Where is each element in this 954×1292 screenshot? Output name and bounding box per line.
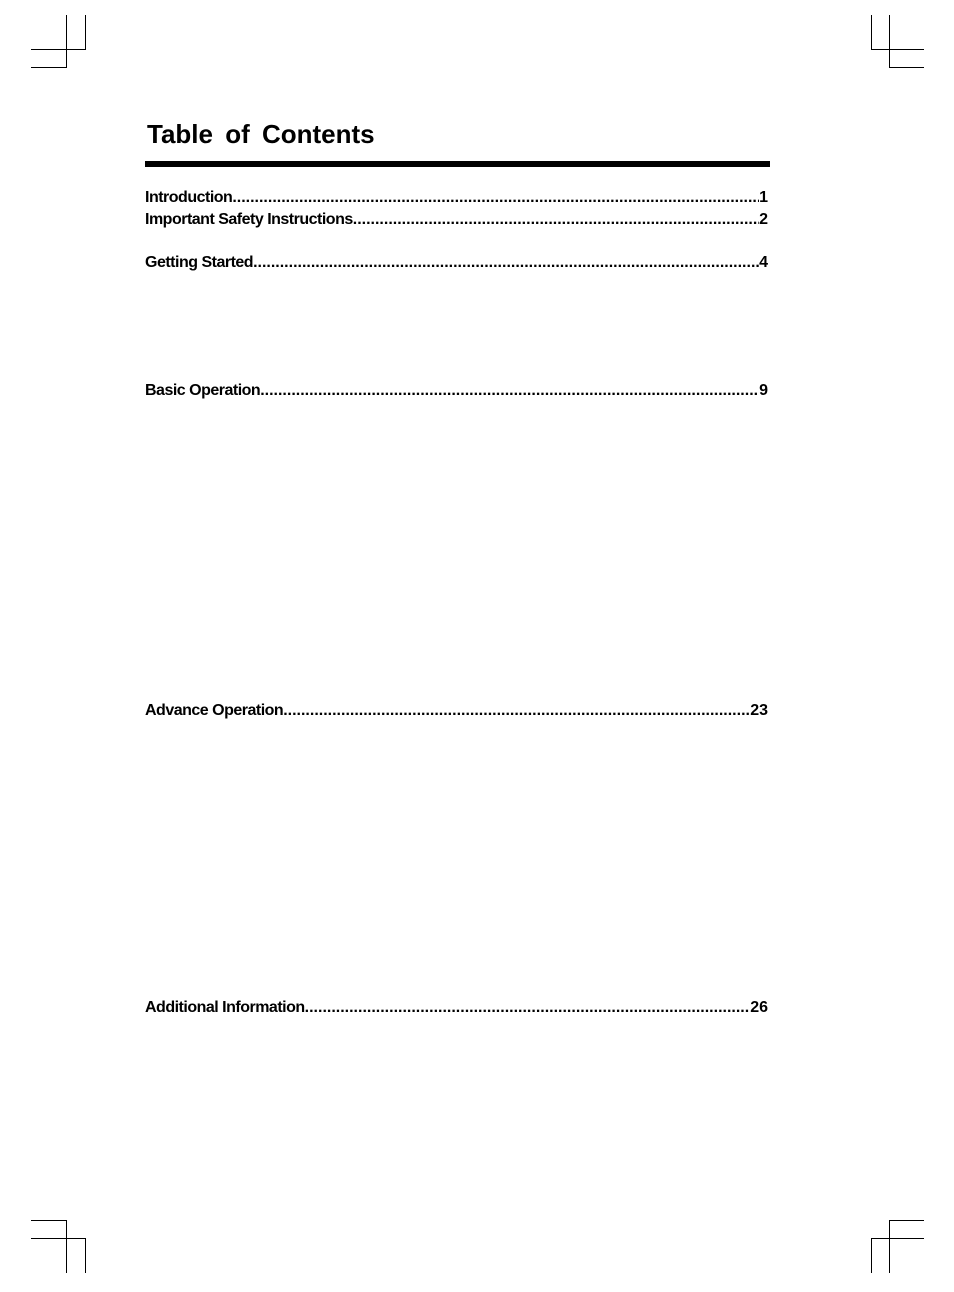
crop-mark bbox=[31, 67, 67, 68]
toc-entry-page: 9 bbox=[759, 382, 768, 399]
crop-mark bbox=[889, 1220, 890, 1273]
toc-dot-leader bbox=[253, 253, 759, 273]
toc-dot-leader bbox=[232, 188, 759, 208]
toc-entry-page: 26 bbox=[750, 999, 768, 1016]
toc-entry-page: 4 bbox=[759, 254, 768, 271]
crop-mark bbox=[66, 15, 67, 68]
crop-mark bbox=[31, 1238, 85, 1239]
crop-mark bbox=[66, 1220, 67, 1273]
toc-entry-label: Important Safety Instructions bbox=[145, 211, 353, 228]
toc-dot-leader bbox=[283, 701, 750, 721]
toc-dot-leader bbox=[353, 210, 759, 230]
toc-entry-additional-information[interactable] bbox=[145, 998, 768, 1018]
crop-mark bbox=[889, 15, 890, 68]
crop-mark bbox=[85, 1238, 86, 1273]
toc-entry-introduction[interactable] bbox=[145, 188, 768, 208]
crop-mark bbox=[31, 49, 85, 50]
page-title: Table of Contents bbox=[147, 119, 375, 149]
crop-mark bbox=[871, 15, 872, 50]
crop-mark bbox=[871, 49, 924, 50]
toc-entry-page: 23 bbox=[750, 702, 768, 719]
toc-entry-important-safety-instructions[interactable] bbox=[145, 210, 768, 230]
toc-entry-getting-started[interactable] bbox=[145, 253, 768, 273]
toc-dot-leader bbox=[260, 381, 759, 401]
crop-mark bbox=[889, 67, 924, 68]
title-rule bbox=[145, 161, 770, 167]
toc-dot-leader bbox=[305, 998, 751, 1018]
crop-mark bbox=[889, 1220, 924, 1221]
toc-entry-label: Advance Operation bbox=[145, 702, 284, 719]
toc-entry-page: 1 bbox=[759, 189, 768, 206]
crop-mark bbox=[85, 15, 86, 50]
toc-entry-label: Basic Operation bbox=[145, 382, 261, 399]
toc-entry-label: Getting Started bbox=[145, 254, 254, 271]
toc-entry-basic-operation[interactable] bbox=[145, 381, 768, 401]
crop-mark bbox=[871, 1238, 872, 1273]
toc-entry-page: 2 bbox=[759, 211, 768, 228]
toc-entry-advance-operation[interactable] bbox=[145, 701, 768, 721]
toc-entry-label: Additional Information bbox=[145, 999, 305, 1016]
crop-mark bbox=[871, 1238, 924, 1239]
crop-mark bbox=[31, 1220, 67, 1221]
toc-entry-label: Introduction bbox=[145, 189, 233, 206]
